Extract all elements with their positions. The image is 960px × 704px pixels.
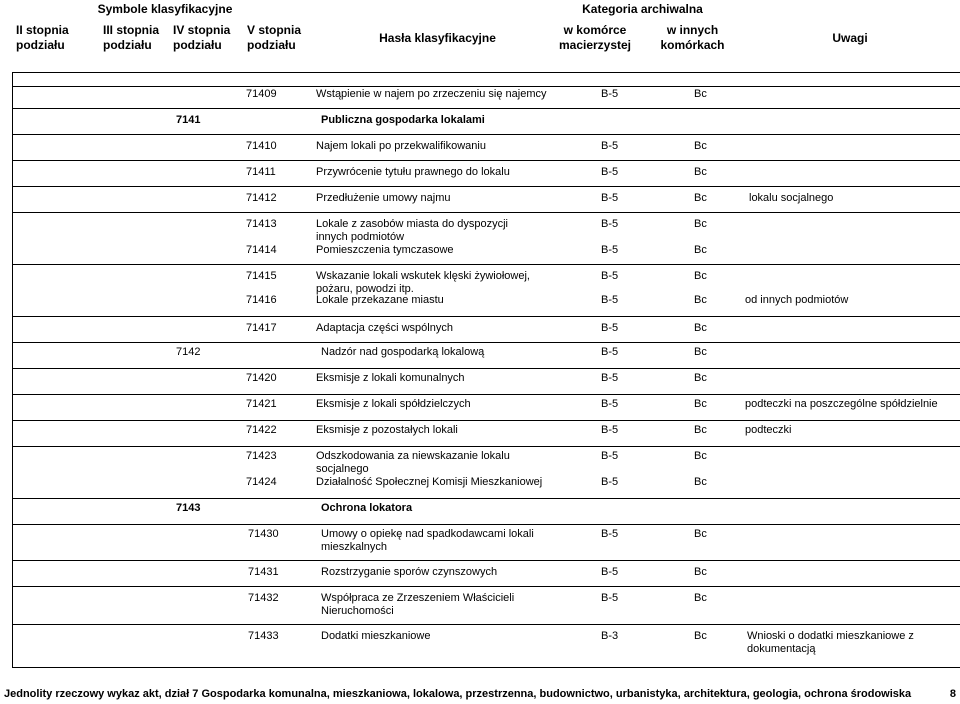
row-title: Eksmisje z lokali spółdzielczych [316,398,471,410]
row-other-category: Bc [694,346,707,358]
row-other-category: Bc [694,166,707,178]
header-kategoria: Kategoria archiwalna [545,0,740,18]
row-title: Przywrócenie tytułu prawnego do lokalu [316,166,510,178]
row-divider [12,446,960,447]
row-code: 7141 [176,114,201,126]
row-title: Pomieszczenia tymczasowe [316,244,454,256]
row-title: Wskazanie lokali wskutek klęski żywiołowej, pożaru, powodzi itp. [316,270,530,295]
row-category: B-5 [601,294,619,306]
row-code: 7142 [176,346,201,358]
row-title: Umowy o opiekę nad spadkodawcami lokali mieszkalnych [321,528,534,553]
row-divider [12,498,960,499]
row-category: B-5 [601,322,619,334]
row-divider [12,624,960,625]
row-other-category: Bc [694,592,707,604]
row-note: Wnioski o dodatki mieszkaniowe z dokumentacją [747,630,914,655]
row-category: B-5 [601,166,619,178]
row-title: Eksmisje z pozostałych lokali [316,424,458,436]
header-col5: V stopnia podziału [241,20,311,56]
page-number: 8 [949,688,956,700]
row-category: B-5 [601,450,619,462]
row-divider [12,212,960,213]
row-code: 71430 [248,528,279,540]
row-note: od innych podmiotów [745,294,849,306]
row-code: 71422 [246,424,277,436]
row-other-category: Bc [694,322,707,334]
row-code: 71414 [246,244,277,256]
table-left-border [12,72,13,668]
row-other-category: Bc [694,218,707,230]
row-code: 71415 [246,270,277,282]
footer-text: Jednolity rzeczowy wykaz akt, dział 7 Gospodarka komunalna, mieszkaniowa, lokalowa, przestrzenna, budownictwo, urbanistyka, architektura, geologia, ochrona środowiska [4,688,912,700]
row-divider [12,524,960,525]
row-other-category: Bc [694,566,707,578]
header-symbole: Symbole klasyfikacyjne [0,0,330,18]
row-divider [12,160,960,161]
row-code: 71413 [246,218,277,230]
row-category: B-5 [601,372,619,384]
row-code: 7143 [176,502,201,514]
header-inne: w innych komórkach [645,20,740,56]
row-code: 71433 [248,630,279,642]
row-category: B-3 [601,630,619,642]
row-code: 71411 [246,166,276,178]
row-category: B-5 [601,140,619,152]
row-category: B-5 [601,346,619,358]
row-category: B-5 [601,398,619,410]
table-top-border [12,72,960,73]
row-title: Odszkodowania za niewskazanie lokalu socjalnego [316,450,510,475]
row-note: podteczki [745,424,792,436]
row-category: B-5 [601,592,619,604]
row-title: Lokale z zasobów miasta do dyspozycji innych podmiotów [316,218,508,243]
row-title: Publiczna gospodarka lokalami [321,114,485,126]
row-title: Dodatki mieszkaniowe [321,630,431,642]
row-title: Współpraca ze Zrzeszeniem Właścicieli Nieruchomości [321,592,515,617]
header-uwagi: Uwagi [740,20,960,56]
row-note: lokalu socjalnego [749,192,834,204]
row-other-category: Bc [694,294,707,306]
row-divider [12,264,960,265]
row-other-category: Bc [694,630,707,642]
row-divider [12,420,960,421]
row-other-category: Bc [694,398,707,410]
row-other-category: Bc [694,244,707,256]
row-category: B-5 [601,528,619,540]
row-divider [12,342,960,343]
row-code: 71421 [246,398,277,410]
header-col2: II stopnia podziału [10,20,90,56]
row-category: B-5 [601,88,619,100]
row-title: Eksmisje z lokali komunalnych [316,372,465,384]
header-komorka: w komórce macierzystej [545,20,645,56]
row-other-category: Bc [694,476,707,488]
table-bottom-border [12,667,960,668]
row-code: 71410 [246,140,277,152]
row-title: Najem lokali po przekwalifikowaniu [316,140,486,152]
row-title: Lokale przekazane miastu [316,294,444,306]
row-note: podteczki na poszczególne spółdzielnie [745,398,938,410]
row-category: B-5 [601,424,619,436]
row-divider [12,86,960,87]
row-divider [12,394,960,395]
row-other-category: Bc [694,140,707,152]
row-divider [12,316,960,317]
row-divider [12,186,960,187]
row-category: B-5 [601,192,619,204]
table-header [0,0,960,66]
row-other-category: Bc [694,88,707,100]
row-category: B-5 [601,270,619,282]
row-code: 71423 [246,450,277,462]
row-other-category: Bc [694,192,707,204]
row-title: Działalność Społecznej Komisji Mieszkaniowej [316,476,543,488]
row-category: B-5 [601,566,619,578]
row-divider [12,134,960,135]
page-footer [4,688,956,704]
row-title: Ochrona lokatora [321,502,413,514]
row-divider [12,368,960,369]
row-divider [12,108,960,109]
row-code: 71431 [248,566,279,578]
row-code: 71412 [246,192,277,204]
row-title: Wstąpienie w najem po zrzeczeniu się najemcy [316,88,547,100]
row-title: Przedłużenie umowy najmu [316,192,451,204]
row-other-category: Bc [694,528,707,540]
header-col3: III stopnia podziału [97,20,167,56]
row-code: 71420 [246,372,277,384]
row-category: B-5 [601,476,619,488]
header-col4: IV stopnia podziału [167,20,239,56]
row-title: Rozstrzyganie sporów czynszowych [321,566,498,578]
row-other-category: Bc [694,424,707,436]
row-category: B-5 [601,218,619,230]
header-hasla: Hasła klasyfikacyjne [330,20,545,56]
row-other-category: Bc [694,270,707,282]
row-title: Nadzór nad gospodarką lokalową [321,346,485,358]
row-other-category: Bc [694,450,707,462]
row-title: Adaptacja części wspólnych [316,322,453,334]
row-code: 71409 [246,88,277,100]
row-divider [12,586,960,587]
row-code: 71424 [246,476,277,488]
row-divider [12,560,960,561]
row-category: B-5 [601,244,619,256]
row-other-category: Bc [694,372,707,384]
row-code: 71416 [246,294,277,306]
row-code: 71417 [246,322,277,334]
row-code: 71432 [248,592,279,604]
